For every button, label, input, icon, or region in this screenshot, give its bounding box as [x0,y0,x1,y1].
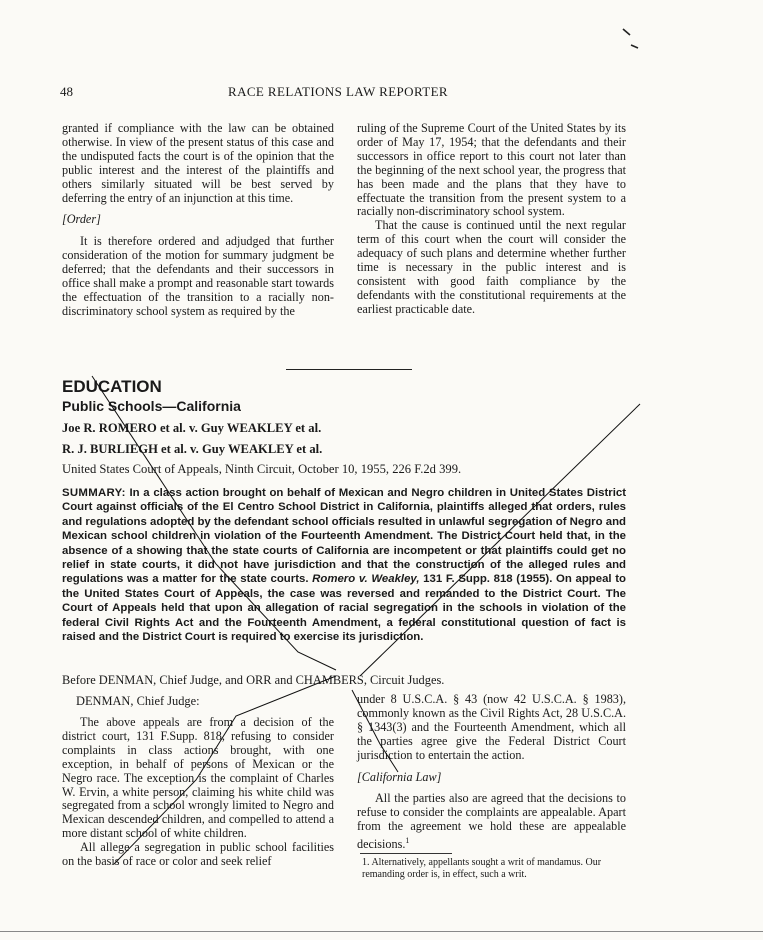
case-caption-2: R. J. BURLIEGH et al. v. Guy WEAKLEY et al. [62,442,323,456]
summary-citation: Romero v. Weakley, [312,573,420,586]
summary-text: In a class action brought on behalf of Mexican and Negro children in United States District Court against officials of the El Centro School District in California, plaintiffs alleged that orders, rules and regulations adopted by the defendant school officials resulted in unlawful segregation of Negro and Mexican school children in violation of the Fourteenth Amendment. The District Court held that, in the absence of a showing that the state courts of California are incompetent or that plaintiffs could get no relief in state courts, it did not have jurisdiction and that the construction of the alleged rules and regulations was a matter for the state courts. [62,487,626,586]
top-left-column [62,122,334,319]
case-summary [62,486,626,644]
subheading-order: [Order] [62,212,101,227]
case-caption-1: Joe R. ROMERO et al. v. Guy WEAKLEY et al. [62,421,322,435]
paragraph: The above appeals are from a decision of the district court, 131 F.Supp. 818, refusing to consider complaints in class actions brought, with one exception, in behalf of persons of Mexican or the Negro race. The exception is the complaint of Charles W. Ervin, a white person, claiming his white child was segregated from a school wrongly limited to Negro and Mexican descended children, and compelled to attend a more distant school of white children. [62,715,334,841]
paragraph-text: All the parties also are agreed that the decisions to refuse to consider the complaints are appealable. Apart from the agreement we hold these are appealable decisions. [357,791,626,852]
bottom-left-column [62,716,334,869]
opinion-author: DENMAN, Chief Judge: [76,694,200,708]
court-citation: United States Court of Appeals, Ninth Circuit, October 10, 1955, 226 F.2d 399. [62,462,462,476]
paragraph: under 8 U.S.C.A. § 43 (now 42 U.S.C.A. § 1983), commonly known as the Civil Rights Act, 28 U.S.C.A. § 1343(3) and the Fourteenth Amendment, which all the parties agree give the Federal District Court jurisdiction to entertain the action. [357,692,626,762]
paragraph: It is therefore ordered and adjudged that further consideration of the motion for summary judgment be deferred; that the defendants and their successors in office shall make a prompt and reasonable start towards the effectuation of the transition to a racially non-discriminatory school system as required by the [62,234,334,318]
paragraph: ruling of the Supreme Court of the United States by its order of May 17, 1954; that the defendants and their successors in office report to this court not later than the beginning of the next school year, the progress that has been made and the plans that they have to effectuate the transition from the present system to a racially non-discriminatory school system. [357,121,626,219]
page-number: 48 [60,84,73,99]
corner-tick [631,45,638,48]
summary-label: SUMMARY: [62,487,126,499]
top-right-column [357,122,626,317]
page-bottom-edge [0,931,763,932]
section-divider [286,369,412,370]
section-title: EDUCATION [62,377,162,396]
summary-text: 131 F. Supp. 818 (1955). On appeal to the United States Court of Appeals, the case was reversed and remanded to the District Court. The Court of Appeals held that upon an allegation of racial segregation in the schools in violation of the federal Civil Rights Act and the Fourteenth Amendment, a federal constitutional question of fact is raised and the District Court is required to exercise its jurisdiction. [62,573,626,644]
footnote-divider [360,853,452,854]
footnote: 1. Alternatively, appellants sought a writ of mandamus. Our remanding order is, in effect, such a writ. [362,857,602,880]
paragraph [357,792,626,852]
bottom-right-column [357,693,626,852]
paragraph: All allege a segregation in public school facilities on the basis of race or color and seek relief [62,840,334,869]
corner-tick [623,29,630,35]
footnote-marker: 1 [405,836,410,846]
panel-line: Before DENMAN, Chief Judge, and ORR and CHAMBERS, Circuit Judges. [62,673,445,687]
paragraph: granted if compliance with the law can be obtained otherwise. In view of the present status of this case and the undisputed facts the court is of the opinion that the public interest and the interest of the plaintiffs and others similarly situated will be best served by deferring the entry of an injunction at this time. [62,121,334,205]
running-header: RACE RELATIONS LAW REPORTER [228,84,448,99]
subheading-california-law: [California Law] [357,769,442,784]
paragraph: That the cause is continued until the next regular term of this court when the court will consider the adequacy of such plans and determine whether further time is necessary in the public interest and is consistent with good faith compliance by the defendants with the constitutional requirements at the earliest practicable date. [357,218,626,316]
section-subtitle: Public Schools—California [62,398,241,414]
